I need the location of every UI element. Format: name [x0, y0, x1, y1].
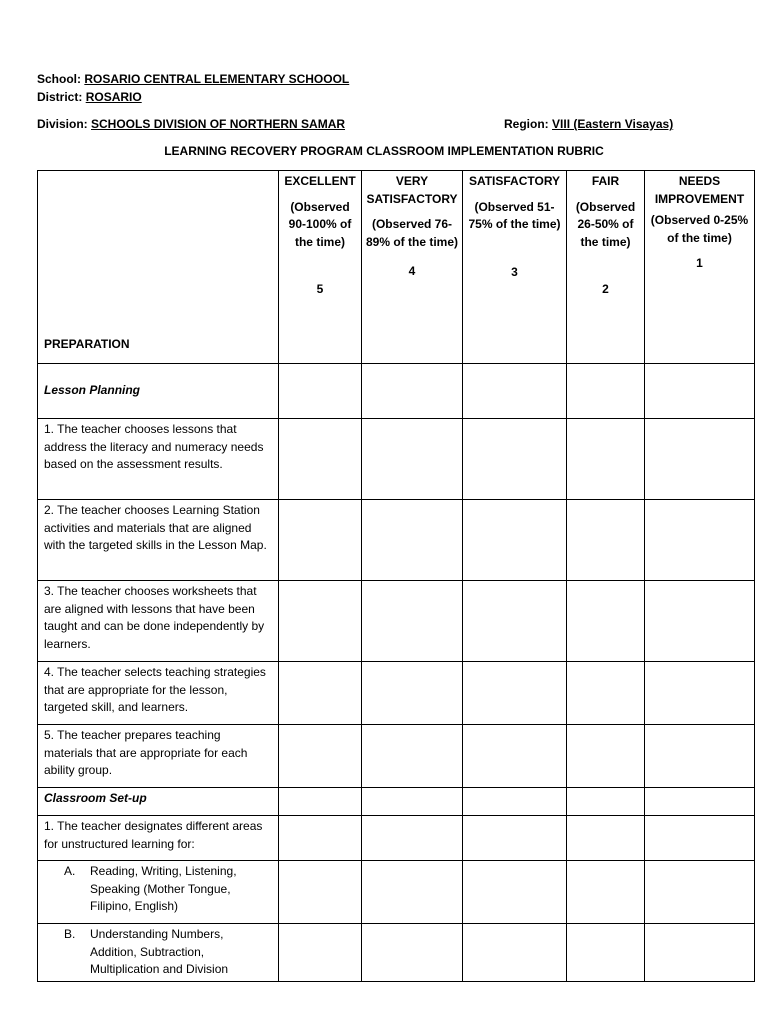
rubric-table: [37, 170, 755, 982]
section-title-lesson-planning: Lesson Planning: [38, 364, 279, 419]
table-row: [38, 816, 755, 861]
criterion-text: 3. The teacher chooses worksheets that are aligned with lessons that have been taught and can be done independently by learners.: [38, 581, 279, 662]
rating-cell[interactable]: [567, 861, 645, 924]
rating-cell[interactable]: [567, 725, 645, 788]
sub-criterion-text: Understanding Numbers, Addition, Subtraction, Multiplication and Division: [90, 927, 229, 976]
rating-cell[interactable]: [279, 788, 362, 816]
column-header-satisfactory: [463, 171, 567, 364]
header-row: [38, 171, 755, 364]
school-label: School:: [37, 72, 81, 86]
division-line: [37, 117, 345, 131]
rating-cell[interactable]: [645, 364, 755, 419]
rating-cell[interactable]: [362, 924, 463, 982]
rating-cell[interactable]: [567, 581, 645, 662]
preparation-label: PREPARATION: [38, 171, 279, 364]
rating-cell[interactable]: [362, 500, 463, 581]
rating-cell[interactable]: [645, 816, 755, 861]
rating-cell[interactable]: [567, 662, 645, 725]
rating-cell[interactable]: [463, 581, 567, 662]
rating-cell[interactable]: [362, 662, 463, 725]
section-title-classroom-setup: Classroom Set-up: [38, 788, 279, 816]
rating-cell[interactable]: [645, 924, 755, 982]
column-rating: 4: [408, 264, 416, 278]
rating-cell[interactable]: [645, 788, 755, 816]
rating-cell[interactable]: [463, 924, 567, 982]
sub-criterion: [38, 924, 279, 982]
rating-cell[interactable]: [567, 788, 645, 816]
rating-cell[interactable]: [362, 861, 463, 924]
column-observed: (Observed 0-25% of the time): [650, 213, 749, 245]
rating-cell[interactable]: [645, 861, 755, 924]
criterion-text: 4. The teacher selects teaching strategies that are appropriate for the lesson, targeted skill, and learners.: [38, 662, 279, 725]
district-label: District:: [37, 90, 83, 104]
column-header-needs-improvement: [645, 171, 755, 364]
table-row: [38, 725, 755, 788]
rating-cell[interactable]: [463, 816, 567, 861]
rating-cell[interactable]: [362, 788, 463, 816]
sub-criterion-text: Reading, Writing, Listening, Speaking (Mother Tongue, Filipino, English): [90, 864, 237, 913]
column-observed: (Observed 76-89% of the time): [365, 217, 458, 249]
column-observed: (Observed 26-50% of the time): [575, 199, 636, 249]
rating-cell[interactable]: [463, 788, 567, 816]
rating-cell[interactable]: [567, 364, 645, 419]
school-line: [37, 72, 349, 86]
rating-cell[interactable]: [567, 816, 645, 861]
rating-cell[interactable]: [362, 725, 463, 788]
table-row: [38, 861, 755, 924]
criterion-text: 1. The teacher designates different areas for unstructured learning for:: [38, 816, 279, 861]
rating-cell[interactable]: [567, 500, 645, 581]
table-row: [38, 581, 755, 662]
column-rating: 2: [602, 282, 609, 296]
rating-cell[interactable]: [279, 725, 362, 788]
rating-cell[interactable]: [279, 861, 362, 924]
region-label: Region:: [504, 117, 549, 131]
column-name: FAIR: [591, 174, 620, 188]
table-row: [38, 500, 755, 581]
rating-cell[interactable]: [463, 662, 567, 725]
column-header-very-satisfactory: [362, 171, 463, 364]
rating-cell[interactable]: [463, 725, 567, 788]
region-value: VIII (Eastern Visayas): [552, 117, 674, 131]
column-name: NEEDS IMPROVEMENT: [654, 174, 745, 206]
column-header-excellent: [279, 171, 362, 364]
rating-cell[interactable]: [645, 725, 755, 788]
table-row: [38, 364, 755, 419]
rating-cell[interactable]: [362, 364, 463, 419]
column-header-fair: [567, 171, 645, 364]
sub-criterion: [38, 861, 279, 924]
document-title: LEARNING RECOVERY PROGRAM CLASSROOM IMPLEMENTATION RUBRIC: [164, 144, 604, 158]
table-row: [38, 788, 755, 816]
district-line: [37, 90, 142, 104]
rating-cell[interactable]: [463, 364, 567, 419]
rating-cell[interactable]: [362, 816, 463, 861]
table-row: [38, 419, 755, 500]
table-row: [38, 924, 755, 982]
rating-cell[interactable]: [567, 419, 645, 500]
column-rating: 1: [696, 256, 703, 270]
rating-cell[interactable]: [645, 500, 755, 581]
criterion-text: 5. The teacher prepares teaching materials that are appropriate for each ability group.: [38, 725, 279, 788]
division-value: SCHOOLS DIVISION OF NORTHERN SAMAR: [91, 117, 346, 131]
division-label: Division:: [37, 117, 88, 131]
rating-cell[interactable]: [463, 419, 567, 500]
rating-cell[interactable]: [279, 662, 362, 725]
rating-cell[interactable]: [645, 581, 755, 662]
column-name: SATISFACTORY: [468, 174, 561, 188]
school-value: ROSARIO CENTRAL ELEMENTARY SCHOOOL: [84, 72, 350, 86]
rating-cell[interactable]: [279, 581, 362, 662]
rating-cell[interactable]: [463, 500, 567, 581]
criterion-text: 1. The teacher chooses lessons that address the literacy and numeracy needs based on the assessment results.: [38, 419, 279, 500]
region-line: [504, 117, 673, 131]
criterion-text: 2. The teacher chooses Learning Station activities and materials that are aligned with the targeted skills in the Lesson Map.: [38, 500, 279, 581]
sub-criterion-letter: B.: [64, 927, 76, 941]
column-rating: 3: [511, 264, 518, 279]
table-row: [38, 662, 755, 725]
rating-cell[interactable]: [279, 500, 362, 581]
column-rating: 5: [316, 282, 324, 296]
rating-cell[interactable]: [279, 924, 362, 982]
rating-cell[interactable]: [645, 419, 755, 500]
rating-cell[interactable]: [362, 581, 463, 662]
rating-cell[interactable]: [279, 419, 362, 500]
district-value: ROSARIO: [85, 90, 142, 104]
column-observed: (Observed 90-100% of the time): [288, 199, 352, 249]
rating-cell[interactable]: [567, 924, 645, 982]
column-name: VERY SATISFACTORY: [366, 174, 458, 206]
rating-cell[interactable]: [645, 662, 755, 725]
column-name: EXCELLENT: [284, 174, 356, 188]
rating-cell[interactable]: [362, 419, 463, 500]
sub-criterion-letter: A.: [64, 864, 76, 878]
rating-cell[interactable]: [279, 364, 362, 419]
column-observed: (Observed 51-75% of the time): [468, 199, 561, 231]
rating-cell[interactable]: [279, 816, 362, 861]
rating-cell[interactable]: [463, 861, 567, 924]
